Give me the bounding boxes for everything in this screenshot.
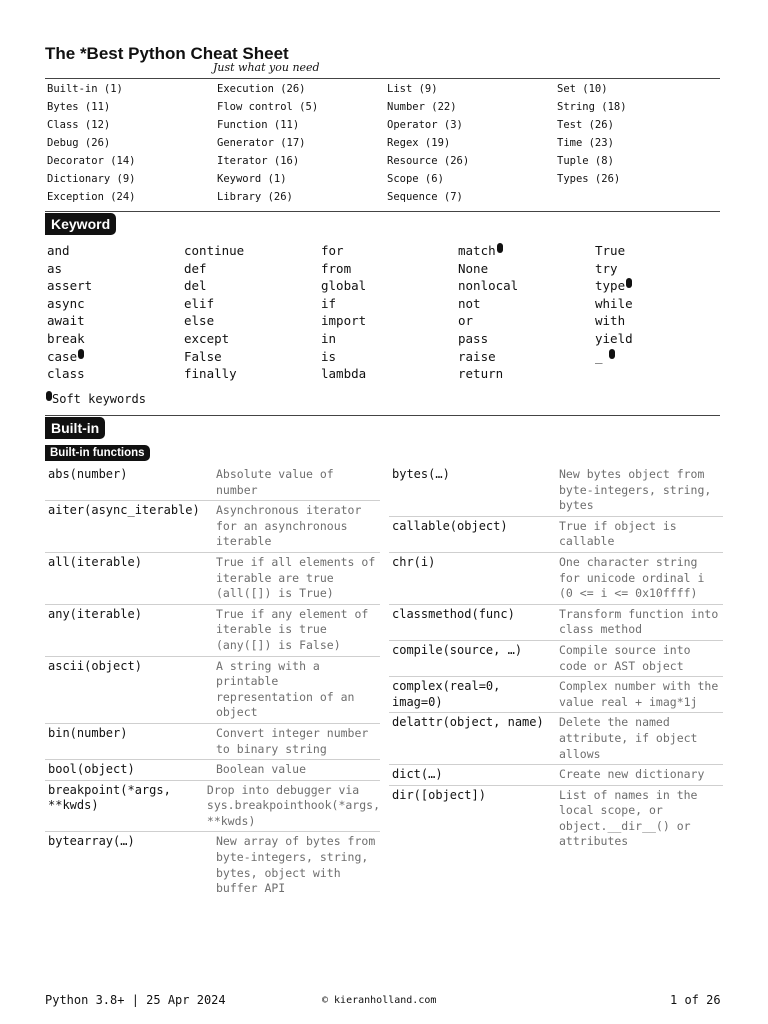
toc-item: [387, 152, 557, 170]
keyword-item: [458, 295, 598, 313]
keyword-label: with: [595, 313, 626, 329]
table-row: [45, 501, 380, 553]
toc-item: [557, 152, 727, 170]
keyword-item: [47, 295, 187, 313]
keyword-item: [321, 348, 461, 366]
toc-item-label: Time (23): [557, 137, 614, 149]
toc-item-label: Number (22): [387, 101, 457, 113]
keyword-item: [595, 260, 735, 278]
toc-item-label: Keyword (1): [217, 173, 287, 185]
function-signature: callable(object): [392, 518, 508, 533]
toc-item-label: Types (26): [557, 173, 621, 185]
keyword-item: [595, 277, 735, 295]
soft-keyword-marker-icon: [609, 349, 615, 359]
table-row: [45, 465, 380, 501]
soft-keyword-marker-icon: [497, 243, 503, 253]
keyword-label: type: [595, 278, 626, 294]
toc-item-label: List (9): [387, 83, 438, 95]
toc-item: [47, 152, 217, 170]
keyword-item: [458, 330, 598, 348]
keyword-label: False: [184, 348, 222, 364]
function-description: New bytes object from byte-integers, string, bytes: [559, 467, 712, 513]
function-description: True if all elements of iterable are true (all([]) is True): [216, 554, 376, 601]
keyword-label: import: [321, 313, 367, 329]
keyword-label: as: [47, 260, 63, 276]
keyword-item: [321, 242, 461, 260]
keyword-item: [47, 365, 187, 383]
function-signature: any(iterable): [48, 606, 142, 621]
toc-item-label: Decorator (14): [47, 155, 136, 167]
keyword-item: [47, 242, 187, 260]
table-row: [45, 760, 380, 781]
function-description: Compile source into code or AST object: [559, 642, 691, 673]
builtin-functions-table-left: [45, 465, 380, 899]
keyword-label: _: [595, 348, 603, 364]
toc-item-label: Sequence (7): [387, 191, 463, 203]
keyword-item: [184, 295, 324, 313]
toc-item-label: Library (26): [217, 191, 293, 203]
keyword-item: [184, 277, 324, 295]
table-row: [45, 781, 380, 833]
toc-item-label: Operator (3): [387, 119, 463, 131]
toc-item-label: Exception (24): [47, 191, 136, 203]
toc-item-label: String (18): [557, 101, 627, 113]
function-signature: bytearray(…): [48, 834, 135, 849]
keyword-item: [458, 348, 598, 366]
keyword-label: return: [458, 366, 504, 382]
function-description: Delete the named attribute, if object allows: [559, 715, 698, 761]
function-signature: delattr(object, name): [392, 715, 544, 730]
toc-item: [557, 80, 727, 98]
keyword-label: True: [595, 243, 626, 258]
toc-item: [387, 188, 557, 206]
keyword-label: except: [184, 330, 230, 346]
table-row: [45, 832, 380, 898]
toc-item-label: Built-in (1): [47, 83, 123, 95]
function-description: Drop into debugger via sys.breakpointhook(*args, **kwds): [206, 782, 380, 828]
subsection-heading-builtin-functions: Built-in functions: [45, 445, 150, 461]
function-signature: bytes(…): [392, 467, 450, 481]
keyword-column: [458, 242, 598, 383]
keyword-item: [595, 295, 735, 313]
function-signature: complex(real=0, imag=0): [392, 679, 501, 709]
keyword-label: None: [458, 260, 489, 276]
toc-item: [557, 134, 727, 152]
footer-site: © kieranholland.com: [322, 995, 437, 1006]
toc-item-label: Iterator (16): [217, 155, 300, 167]
toc-item: [217, 80, 387, 98]
table-row: [389, 517, 723, 553]
keyword-label: class: [47, 366, 85, 382]
toc-item-label: Regex (19): [387, 137, 451, 149]
function-description: Create new dictionary: [559, 767, 705, 782]
table-row: [389, 465, 723, 517]
keyword-label: for: [321, 243, 344, 258]
keyword-label: case: [47, 348, 78, 364]
function-signature: dir([object]): [392, 787, 486, 802]
table-row: [389, 713, 723, 765]
toc-item: [47, 116, 217, 134]
keyword-label: del: [184, 278, 207, 294]
keyword-column: [47, 242, 187, 383]
keyword-item: [458, 365, 598, 383]
function-description: Boolean value: [216, 762, 307, 777]
keyword-item: [184, 242, 324, 260]
keyword-item: [458, 260, 598, 278]
toc-item-label: Flow control (5): [217, 101, 319, 113]
toc-item-label: Generator (17): [217, 137, 306, 149]
toc-item: [217, 98, 387, 116]
keyword-label: raise: [458, 348, 496, 364]
function-signature: all(iterable): [48, 554, 142, 569]
keyword-label: break: [47, 330, 85, 346]
keyword-column: [321, 242, 461, 383]
keyword-item: [595, 330, 735, 348]
function-description: True if any element of iterable is true (any([]) is False): [216, 606, 369, 652]
table-row: [389, 553, 723, 605]
toc-item: [387, 170, 557, 188]
function-signature: bool(object): [48, 762, 135, 777]
keyword-label: and: [47, 243, 70, 258]
toc-item-label: Debug (26): [47, 137, 111, 149]
keyword-label: try: [595, 260, 618, 276]
toc-item: [47, 188, 217, 206]
toc-item: [387, 98, 557, 116]
keyword-item: [47, 312, 187, 330]
function-description: A string with a printable representation of an object: [216, 658, 355, 720]
function-description: Absolute value of number: [216, 467, 334, 497]
toc-item: [557, 116, 727, 134]
toc-item-label: Class (12): [47, 119, 111, 131]
keyword-label: while: [595, 295, 633, 311]
keyword-label: finally: [184, 366, 237, 382]
keyword-label: continue: [184, 243, 245, 258]
table-row: [389, 605, 723, 641]
page-title: The *Best Python Cheat Sheet: [45, 44, 289, 63]
table-row: [389, 786, 723, 852]
keyword-item: [321, 295, 461, 313]
toc-item-label: Execution (26): [217, 83, 306, 95]
keyword-label: in: [321, 330, 337, 346]
keyword-item: [184, 260, 324, 278]
soft-keywords-label: Soft keywords: [52, 392, 146, 406]
toc-item: [47, 134, 217, 152]
toc-item: [217, 152, 387, 170]
toc-item: [387, 116, 557, 134]
toc-item-label: Set (10): [557, 83, 608, 95]
toc-item: [387, 134, 557, 152]
toc-item: [217, 188, 387, 206]
toc-item-label: Function (11): [217, 119, 300, 131]
keyword-label: await: [47, 313, 85, 329]
toc-item-label: Resource (26): [387, 155, 470, 167]
keyword-item: [47, 260, 187, 278]
keyword-label: else: [184, 313, 215, 329]
keyword-item: [321, 277, 461, 295]
function-signature: classmethod(func): [392, 606, 515, 621]
function-description: Convert integer number to binary string: [216, 725, 369, 756]
function-signature: breakpoint(*args, **kwds): [48, 782, 171, 813]
keyword-label: not: [458, 295, 481, 311]
table-row: [389, 677, 723, 713]
function-signature: chr(i): [392, 554, 436, 569]
function-description: Complex number with the value real + imag*1j: [559, 679, 719, 709]
toc-item-label: Bytes (11): [47, 101, 111, 113]
table-row: [45, 657, 380, 724]
table-row: [389, 641, 723, 677]
toc-item: [557, 170, 727, 188]
section-heading-builtin: Built-in: [45, 417, 105, 439]
keyword-item: [458, 277, 598, 295]
table-row: [45, 724, 380, 760]
keyword-label: yield: [595, 330, 633, 346]
keyword-item: [184, 348, 324, 366]
table-row: [45, 605, 380, 657]
keyword-label: assert: [47, 278, 93, 294]
page-subtitle: Just what you need: [213, 61, 320, 74]
function-signature: abs(number): [48, 467, 128, 481]
function-description: True if object is callable: [559, 518, 677, 549]
toc-column: [387, 80, 557, 206]
function-description: One character string for unicode ordinal i (0 <= i <= 0x10ffff): [559, 554, 705, 601]
keyword-label: is: [321, 348, 337, 364]
keyword-item: [595, 348, 735, 366]
keyword-item: [595, 242, 735, 260]
keyword-label: nonlocal: [458, 278, 519, 294]
divider: [45, 78, 720, 79]
toc-item: [217, 134, 387, 152]
function-signature: aiter(async_iterable): [48, 503, 200, 518]
function-description: Transform function into class method: [559, 606, 719, 637]
keyword-item: [184, 365, 324, 383]
builtin-functions-table-right: [389, 465, 723, 852]
footer-page-number: 1 of 26: [670, 993, 721, 1007]
table-row: [389, 765, 723, 786]
keyword-item: [47, 348, 187, 366]
function-signature: bin(number): [48, 725, 128, 740]
keyword-label: async: [47, 295, 85, 311]
divider: [45, 211, 720, 212]
keyword-label: elif: [184, 295, 215, 311]
toc-item: [217, 170, 387, 188]
function-description: New array of bytes from byte-integers, string, bytes, object with buffer API: [216, 834, 376, 896]
soft-keyword-marker-icon: [626, 278, 632, 288]
keyword-label: if: [321, 295, 337, 311]
toc-item: [557, 98, 727, 116]
keyword-label: global: [321, 278, 367, 294]
keyword-label: from: [321, 260, 352, 276]
keyword-label: match: [458, 243, 496, 258]
soft-keyword-marker-icon: [78, 349, 84, 359]
toc-item: [47, 170, 217, 188]
keyword-item: [47, 330, 187, 348]
keyword-item: [184, 312, 324, 330]
toc-item: [47, 98, 217, 116]
toc-item-label: Dictionary (9): [47, 173, 136, 185]
keyword-label: lambda: [321, 366, 367, 382]
keyword-item: [184, 330, 324, 348]
table-row: [45, 553, 380, 605]
footer-version: Python 3.8+ | 25 Apr 2024: [45, 993, 226, 1007]
toc-item: [47, 80, 217, 98]
keyword-item: [595, 312, 735, 330]
function-description: Asynchronous iterator for an asynchronous iterable: [216, 503, 362, 549]
keyword-item: [458, 242, 598, 260]
toc-column: [557, 80, 727, 188]
function-signature: ascii(object): [48, 658, 142, 673]
toc-column: [47, 80, 217, 206]
function-signature: dict(…): [392, 767, 443, 782]
keyword-label: pass: [458, 330, 489, 346]
toc-item-label: Scope (6): [387, 173, 444, 185]
toc-column: [217, 80, 387, 206]
keyword-item: [47, 277, 187, 295]
toc-item-label: Test (26): [557, 119, 614, 131]
keyword-item: [321, 260, 461, 278]
soft-keywords-note: [45, 391, 146, 406]
divider: [45, 415, 720, 416]
keyword-column: [595, 242, 735, 365]
keyword-item: [458, 312, 598, 330]
toc-item-label: Tuple (8): [557, 155, 614, 167]
toc-item: [217, 116, 387, 134]
toc-item: [387, 80, 557, 98]
function-description: List of names in the local scope, or object.__dir__() or attributes: [559, 787, 698, 849]
keyword-item: [321, 330, 461, 348]
keyword-item: [321, 312, 461, 330]
keyword-column: [184, 242, 324, 383]
keyword-label: or: [458, 313, 474, 329]
keyword-label: def: [184, 260, 207, 276]
section-heading-keyword: Keyword: [45, 213, 116, 235]
function-signature: compile(source, …): [392, 642, 523, 657]
keyword-item: [321, 365, 461, 383]
